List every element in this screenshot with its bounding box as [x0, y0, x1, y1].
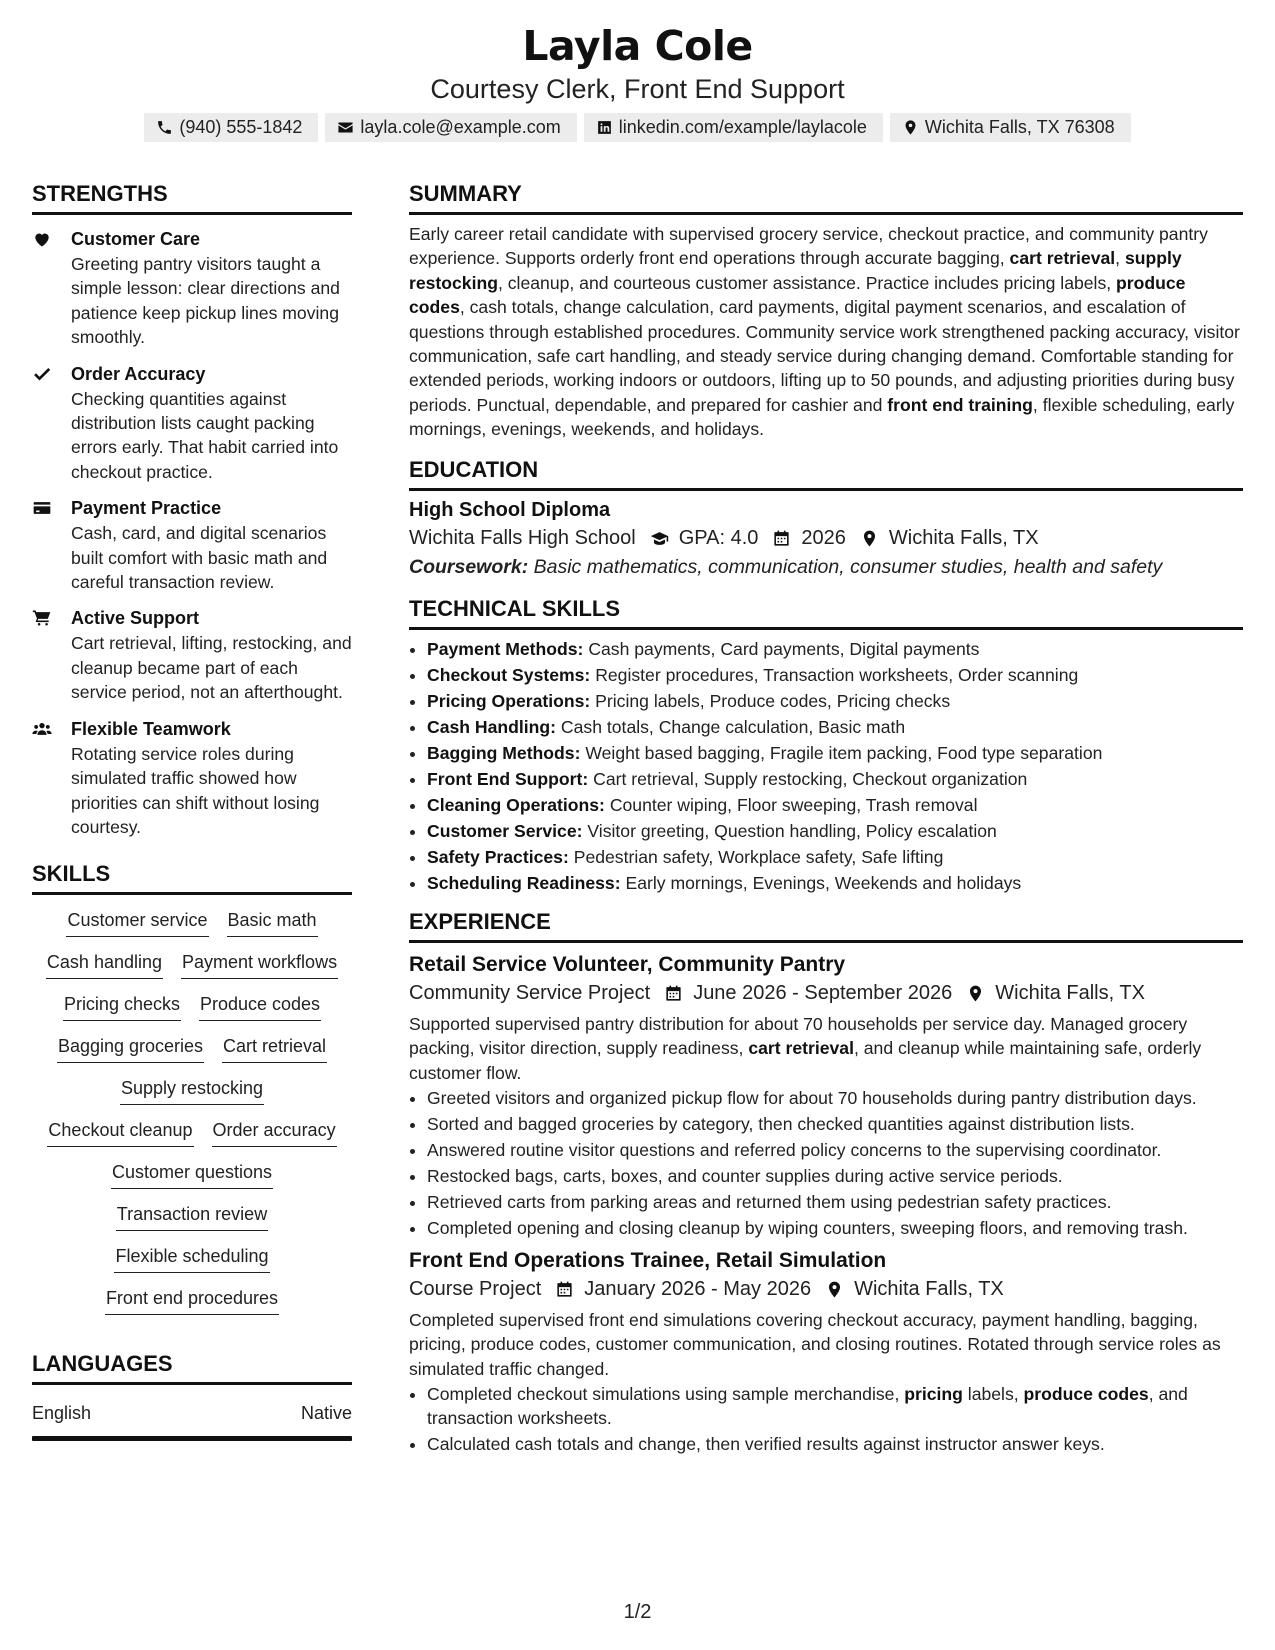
gpa: GPA: 4.0 — [678, 526, 759, 549]
text-run: labels, — [962, 1383, 1024, 1404]
text-run: Answered routine visitor questions and referred policy concerns to the supervising coordinator. — [427, 1140, 1162, 1161]
school-location: Wichita Falls, TX — [888, 526, 1039, 549]
strength-text: Cash, card, and digital scenarios built comfort with basic math and careful transaction review. — [71, 523, 328, 593]
text-run: Completed checkout simulations using sample merchandise, — [427, 1383, 905, 1404]
location-text: Wichita Falls, TX 76308 — [924, 117, 1115, 137]
strength-heading: Payment Practice — [71, 498, 222, 519]
location-pin-icon — [825, 1280, 844, 1299]
bold-keyword: pricing — [904, 1383, 963, 1404]
phone-text: (940) 555-1842 — [179, 117, 303, 137]
envelope-icon — [337, 119, 354, 136]
languages-heading: LANGUAGES — [32, 1351, 352, 1385]
strength-item — [32, 496, 352, 594]
skill-label: Checkout Systems: — [427, 664, 591, 685]
skill-label: Cash Handling: — [427, 716, 557, 737]
skill-label: Scheduling Readiness: — [427, 872, 621, 893]
text-run: , — [1115, 248, 1125, 269]
graduation-cap-icon — [650, 529, 669, 548]
skill-label: Cleaning Operations: — [427, 794, 605, 815]
experience-heading: EXPERIENCE — [409, 909, 1243, 943]
skill-tag: Customer questions — [111, 1161, 273, 1189]
contact-phone[interactable] — [144, 113, 318, 142]
list-item — [427, 663, 1243, 687]
text-run: , and cleanup while maintaining safe, orderly customer flow. — [409, 1038, 1202, 1083]
list-item — [427, 1112, 1243, 1136]
calendar-icon — [772, 529, 791, 548]
calendar-icon — [555, 1280, 574, 1299]
language-proficiency-bar — [32, 1436, 352, 1441]
job-description — [409, 1308, 1243, 1381]
skill-tag: Flexible scheduling — [114, 1245, 269, 1273]
contact-linkedin[interactable] — [584, 113, 883, 142]
language-name: English — [32, 1403, 92, 1424]
text-run: Completed supervised front end simulations covering checkout accuracy, payment handling, bagging, pricing, produce codes, customer communication, and closing routines. Rotated through service roles as simulated traffic changed. — [409, 1309, 1221, 1379]
summary-text — [409, 222, 1243, 442]
bold-keyword: produce codes — [409, 272, 1186, 318]
strength-text: Rotating service roles during simulated traffic showed how priorities can shift without losing courtesy. — [71, 743, 320, 837]
strength-item — [32, 362, 352, 485]
text-run: , cash totals, change calculation, card payments, digital payment scenarios, and escalation of questions through established procedures. Community service work strengthened packing accuracy, visitor communication, safe cart handling, and steady service during changing demand. Comfortable standing for extended periods, working indoors or outdoors, lifting up to 50 pounds, and adjusting priorities during busy periods. Punctual, dependable, and prepared for cashier and — [409, 297, 1240, 415]
text-run: , cleanup, and courteous customer assistance. Practice includes pricing labels, — [497, 272, 1117, 293]
list-item — [427, 741, 1243, 765]
text-run: Calculated cash totals and change, then verified results against instructor answer keys. — [427, 1434, 1105, 1455]
strength-text: Greeting pantry visitors taught a simple lesson: clear directions and patience keep pickup lines moving smoothly. — [71, 254, 340, 348]
text-run: , and transaction worksheets. — [427, 1383, 1188, 1429]
job-location: Wichita Falls, TX — [995, 982, 1145, 1005]
skill-tag: Transaction review — [116, 1203, 268, 1231]
email-text: layla.cole@example.com — [360, 117, 561, 137]
candidate-name: Layla Cole — [522, 22, 753, 70]
skill-value: Cart retrieval, Supply restocking, Checkout organization — [593, 768, 1028, 789]
bold-keyword: front end training — [887, 394, 1033, 415]
users-icon — [32, 719, 52, 739]
strength-heading: Customer Care — [71, 229, 201, 249]
job-dates: June 2026 - September 2026 — [693, 982, 953, 1005]
list-item — [427, 1190, 1243, 1214]
contact-bar — [0, 113, 1275, 142]
graduation-year: 2026 — [801, 526, 846, 549]
location-pin-icon — [902, 119, 919, 136]
strength-item — [32, 227, 352, 350]
location-pin-icon — [966, 984, 985, 1003]
bold-keyword: cart retrieval — [1009, 248, 1116, 269]
strength-item — [32, 606, 352, 704]
list-item — [427, 637, 1243, 661]
text-run: Early career retail candidate with supervised grocery service, checkout practice, and community pantry experience. Supports orderly front end operations through accurate bagging, — [409, 224, 1208, 269]
degree: High School Diploma — [409, 498, 611, 521]
skill-tag: Produce codes — [199, 993, 321, 1021]
skill-tag: Cash handling — [46, 951, 163, 979]
page-number: 1/2 — [623, 1601, 652, 1623]
list-item — [427, 715, 1243, 739]
strength-item — [32, 717, 352, 840]
skill-tag: Order accuracy — [212, 1119, 337, 1147]
skill-tag: Customer service — [66, 909, 208, 937]
heart-icon — [32, 229, 52, 249]
job-description — [409, 1012, 1243, 1085]
strength-text: Cart retrieval, lifting, restocking, and cleanup became part of each service period, not an afterthought. — [71, 633, 352, 703]
technical-skills-list — [409, 637, 1243, 895]
language-row — [32, 1403, 352, 1424]
contact-email[interactable] — [325, 113, 576, 142]
list-item — [427, 845, 1243, 869]
skill-value: Visitor greeting, Question handling, Policy escalation — [587, 820, 997, 841]
skill-tag: Cart retrieval — [222, 1035, 327, 1063]
skill-value: Pricing labels, Produce codes, Pricing checks — [595, 690, 951, 711]
list-item — [427, 819, 1243, 843]
list-item — [427, 871, 1243, 895]
skill-tag: Front end procedures — [105, 1287, 279, 1315]
skill-label: Pricing Operations: — [427, 690, 591, 711]
strengths-heading: STRENGTHS — [32, 181, 352, 215]
linkedin-text: linkedin.com/example/laylacole — [618, 117, 867, 137]
skill-tag: Checkout cleanup — [47, 1119, 193, 1147]
coursework-list: Basic mathematics, communication, consumer studies, health and safety — [533, 555, 1163, 578]
linkedin-icon — [596, 119, 613, 136]
list-item — [427, 1432, 1243, 1456]
skill-tag: Basic math — [227, 909, 318, 937]
left-column — [32, 181, 352, 1441]
skill-value: Early mornings, Evenings, Weekends and holidays — [625, 872, 1022, 893]
job-meta — [409, 1278, 1243, 1301]
skill-tag: Pricing checks — [63, 993, 181, 1021]
education-heading: EDUCATION — [409, 457, 1243, 491]
strength-heading: Active Support — [71, 608, 200, 629]
language-level: Native — [300, 1403, 352, 1424]
skill-value: Register procedures, Transaction worksheets, Order scanning — [595, 664, 1079, 685]
skill-label: Front End Support: — [427, 768, 589, 789]
credit-card-icon — [32, 498, 52, 518]
text-run: Completed opening and closing cleanup by wiping counters, sweeping floors, and removing trash. — [427, 1218, 1188, 1239]
text-run: Supported supervised pantry distribution for about 70 households per service day. Managed grocery packing, visitor direction, supply readiness, — [409, 1014, 1188, 1059]
skills-heading: SKILLS — [32, 861, 352, 895]
text-run: Greeted visitors and organized pickup flow for about 70 households during pantry distribution days. — [427, 1088, 1197, 1109]
contact-location — [890, 113, 1131, 142]
skill-label: Payment Methods: — [427, 638, 584, 659]
technical-skills-heading: TECHNICAL SKILLS — [409, 596, 1243, 630]
bold-keyword: cart retrieval — [748, 1038, 854, 1059]
list-item — [427, 793, 1243, 817]
list-item — [427, 1216, 1243, 1240]
location-pin-icon — [860, 529, 879, 548]
bold-keyword: produce codes — [1023, 1383, 1149, 1404]
skill-tag: Supply restocking — [120, 1077, 264, 1105]
skill-value: Cash payments, Card payments, Digital payments — [588, 638, 980, 659]
skill-label: Bagging Methods: — [427, 742, 581, 763]
bold-keyword: supply restocking — [409, 248, 1182, 293]
skill-value: Counter wiping, Floor sweeping, Trash removal — [609, 794, 978, 815]
calendar-icon — [664, 984, 683, 1003]
job-bullets — [409, 1086, 1243, 1240]
job-org: Community Service Project — [409, 982, 651, 1005]
job-dates: January 2026 - May 2026 — [584, 1277, 812, 1300]
text-run: Restocked bags, carts, boxes, and counter supplies during active service periods. — [427, 1166, 1063, 1187]
job-entry — [409, 953, 1243, 1241]
list-item — [427, 1382, 1243, 1431]
school-name: Wichita Falls High School — [409, 526, 636, 549]
strength-heading: Flexible Teamwork — [71, 718, 231, 739]
job-entry — [409, 1249, 1243, 1457]
list-item — [427, 1086, 1243, 1110]
skill-value: Pedestrian safety, Workplace safety, Safe lifting — [573, 846, 944, 867]
checkmark-icon — [32, 364, 52, 384]
job-meta — [409, 982, 1243, 1005]
job-title: Retail Service Volunteer, Community Pantry — [409, 953, 846, 977]
strength-heading: Order Accuracy — [71, 363, 206, 384]
skill-label: Safety Practices: — [427, 846, 569, 867]
list-item — [427, 767, 1243, 791]
job-location: Wichita Falls, TX — [854, 1277, 1004, 1300]
skill-value: Cash totals, Change calculation, Basic math — [560, 716, 906, 737]
text-run: Sorted and bagged groceries by category, then checked quantities against distribution lists. — [427, 1114, 1135, 1135]
summary-heading: SUMMARY — [409, 181, 1243, 215]
skill-label: Customer Service: — [427, 820, 583, 841]
job-org: Course Project — [409, 1277, 542, 1300]
job-bullets — [409, 1382, 1243, 1457]
coursework-label: Coursework: — [409, 555, 529, 578]
list-item — [427, 1164, 1243, 1188]
coursework — [409, 556, 1243, 579]
skill-value: Weight based bagging, Fragile item packing, Food type separation — [585, 742, 1103, 763]
right-column — [409, 181, 1243, 1458]
phone-icon — [156, 119, 173, 136]
shopping-cart-icon — [32, 608, 52, 628]
education-meta — [409, 527, 1243, 550]
strength-text: Checking quantities against distribution lists caught packing errors early. That habit carried into checkout practice. — [71, 388, 339, 482]
skills-tags — [32, 909, 352, 1315]
text-run: Retrieved carts from parking areas and returned them using pedestrian safety practices. — [427, 1192, 1112, 1213]
skill-tag: Payment workflows — [181, 951, 338, 979]
list-item — [427, 689, 1243, 713]
candidate-title: Courtesy Clerk, Front End Support — [430, 74, 845, 104]
text-run: , flexible scheduling, early mornings, evenings, weekends, and holidays. — [409, 394, 1235, 440]
list-item — [427, 1138, 1243, 1162]
skill-tag: Bagging groceries — [57, 1035, 204, 1063]
job-title: Front End Operations Trainee, Retail Simulation — [409, 1248, 887, 1272]
